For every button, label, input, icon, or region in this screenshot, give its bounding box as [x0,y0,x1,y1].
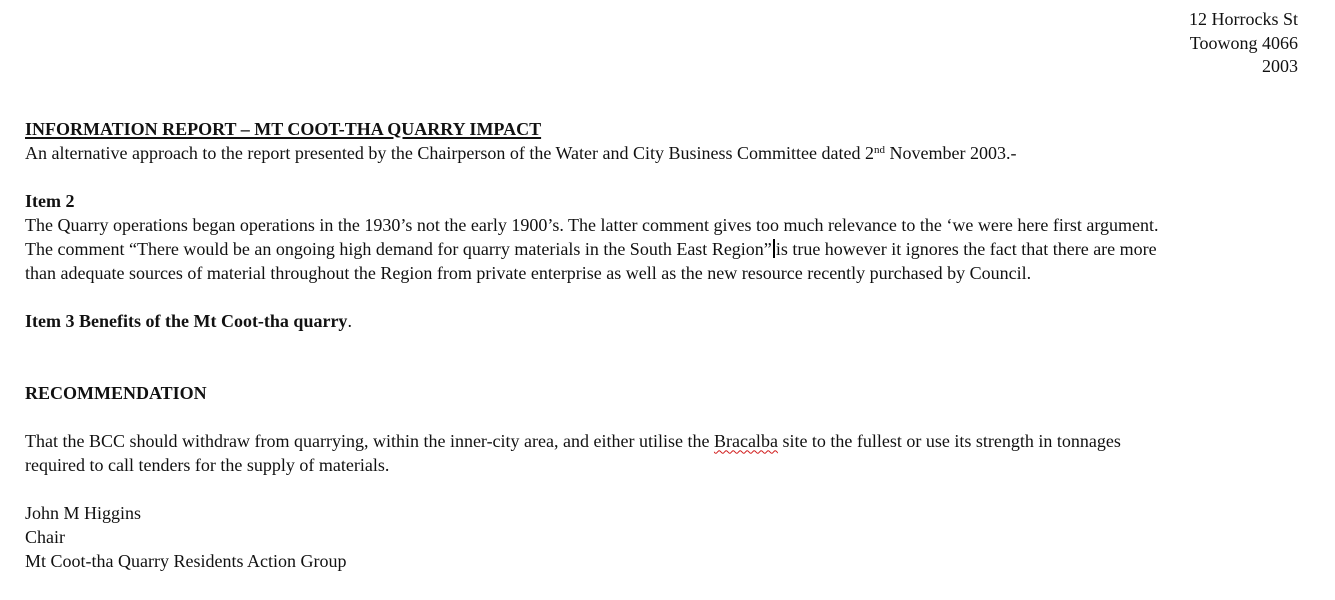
recommendation-line-1 [25,429,1295,453]
recommendation-text-end: site to the fullest or use its strength in tonnages [777,430,1121,451]
sender-address [25,8,1298,79]
spacer [25,285,1295,309]
spacer [25,405,1295,429]
item2-text-after-cursor: is true however it ignores the fact that there are more [775,238,1157,259]
ordinal-suffix: nd [873,143,885,156]
spacer [25,79,1295,103]
recommendation-heading: RECOMMENDATION [25,382,207,403]
signature-name: John M Higgins [25,502,142,523]
report-title: INFORMATION REPORT – MT COOT-THA QUARRY IMPACT [25,118,542,139]
report-intro [25,141,1295,165]
address-year: 2003 [1262,56,1298,76]
spacer [25,103,1295,117]
document-page [25,8,1298,573]
item2-text-before-cursor: The comment “There would be an ongoing high demand for quarry materials in the South East Region” [25,238,772,259]
item2-paragraph-line-2 [25,237,1295,261]
item3-heading [25,309,1295,333]
intro-text-end: November 2003.- [884,142,1017,163]
spelling-flagged-word[interactable]: Bracalba [713,430,778,451]
recommendation-line-2: required to call tenders for the supply of materials. [25,454,390,475]
address-street: 12 Horrocks St [1189,9,1298,29]
item2-paragraph-line-1: The Quarry operations began operations in the 1930’s not the early 1900’s. The latter comment gives too much relevance to the ‘we were here first argument. [25,214,1159,235]
spacer [25,165,1295,189]
spacer [25,333,1295,357]
item3-heading-period: . [347,310,352,331]
text-cursor[interactable] [773,239,775,258]
spacer [25,477,1295,501]
item2-heading: Item 2 [25,190,75,211]
signature-role: Chair [25,526,65,547]
intro-text: An alternative approach to the report presented by the Chairperson of the Water and City Business Committee dated 2 [25,142,874,163]
item2-paragraph-line-3: than adequate sources of material throughout the Region from private enterprise as well as the new resource recently purchased by Council. [25,262,1032,283]
address-suburb: Toowong 4066 [1189,32,1298,53]
spacer [25,357,1295,381]
signature-organisation: Mt Coot-tha Quarry Residents Action Group [25,550,347,571]
recommendation-text: That the BCC should withdraw from quarrying, within the inner-city area, and either utilise the [25,430,714,451]
item3-heading-text: Item 3 Benefits of the Mt Coot-tha quarry [25,310,348,331]
